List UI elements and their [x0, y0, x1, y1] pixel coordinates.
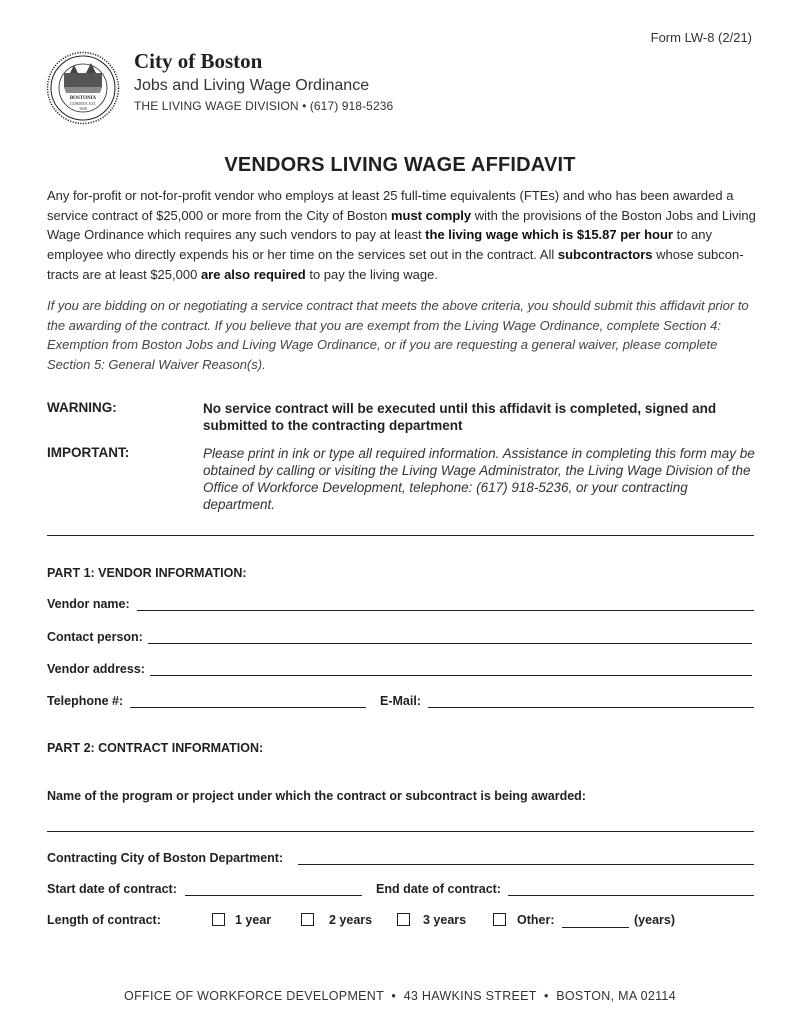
- seal-text-bostonia: BOSTONIA: [69, 96, 97, 101]
- intro-emphasis: are also required: [200, 266, 306, 282]
- part1-heading: PART 1: VENDOR INFORMATION:: [47, 566, 247, 580]
- contact-person-field[interactable]: [148, 643, 752, 644]
- length-2years-checkbox[interactable]: [301, 913, 314, 926]
- department-label: Contracting City of Boston Department:: [47, 851, 284, 865]
- length-other-label: Other:: [517, 913, 555, 927]
- email-label: E-Mail:: [380, 694, 421, 708]
- instruction-paragraph: If you are bidding on or negotiating a service contract that meets the above criteria, you should submit this affidavit prior to the awarding of the contract. If you believe that you are exempt from the Living Wage Ordinance, complete Section 4: Exemption from Boston Jobs and Living Wage Ordinance, or if you are requesting a general waiver, please complete Section 5: General Waiver Reason(s).: [47, 298, 749, 373]
- vendor-address-field[interactable]: [150, 675, 752, 676]
- length-3years-checkbox[interactable]: [397, 913, 410, 926]
- warning-label: WARNING:: [47, 400, 117, 415]
- intro-emphasis: the living wage which is $15.87 per hour: [425, 227, 673, 243]
- years-suffix: (years): [634, 913, 675, 927]
- vendor-address-label: Vendor address:: [47, 662, 145, 676]
- length-3years-label: 3 years: [423, 913, 467, 927]
- form-id: Form LW-8 (2/21): [650, 30, 752, 45]
- seal-text-condita: CONDITA A.D.: [69, 101, 97, 106]
- program-name-field[interactable]: [47, 831, 754, 832]
- length-other-checkbox[interactable]: [493, 913, 506, 926]
- important-text: Please print in ink or type all required information. Assistance in completing this form may be obtained by calling or visiting the Living Wage Administrator, the Living Wage Division of the Office of Workforce Development, telephone: (617) 918-5236, or your contracting department.: [203, 446, 755, 512]
- intro-text: to any employee who directly expends his or her time on the services set out in the contract. All: [47, 227, 712, 263]
- length-1year-label: 1 year: [235, 913, 272, 927]
- end-date-label: End date of contract:: [376, 882, 502, 896]
- end-date-field[interactable]: [508, 895, 754, 896]
- warning-text: No service contract will be executed until this affidavit is completed, signed and submitted to the contracting department: [203, 401, 717, 433]
- city-name: City of Boston: [134, 49, 263, 73]
- intro-emphasis: must comply: [390, 207, 472, 223]
- vendor-name-field[interactable]: [137, 610, 754, 611]
- division-contact: THE LIVING WAGE DIVISION • (617) 918-5236: [134, 99, 394, 113]
- seal-text-year: 1630: [79, 106, 87, 111]
- intro-text: to pay the living wage.: [305, 266, 438, 282]
- footer-address: OFFICE OF WORKFORCE DEVELOPMENT • 43 HAWKINS STREET • BOSTON, MA 02114: [124, 989, 676, 1003]
- length-other-field[interactable]: [562, 927, 629, 928]
- intro-emphasis: subcontractors: [557, 247, 653, 263]
- important-label: IMPORTANT:: [47, 445, 130, 460]
- intro-text: with the provisions of the Boston Jobs and Living Wage Ordinance which requires any such vendors to pay at least: [47, 207, 756, 243]
- department-field[interactable]: [298, 864, 754, 865]
- page-title: VENDORS LIVING WAGE AFFIDAVIT: [224, 154, 576, 176]
- intro-paragraph: [47, 186, 759, 285]
- ordinance-subtitle: Jobs and Living Wage Ordinance: [134, 77, 370, 94]
- part2-heading: PART 2: CONTRACT INFORMATION:: [47, 741, 264, 755]
- section-divider: [47, 535, 754, 536]
- program-name-label: Name of the program or project under which the contract or subcontract is being awarded:: [47, 789, 586, 803]
- telephone-label: Telephone #:: [47, 694, 124, 708]
- vendor-name-label: Vendor name:: [47, 597, 130, 611]
- length-1year-checkbox[interactable]: [212, 913, 225, 926]
- intro-text: whose subcon-tracts are at least $25,000: [47, 247, 744, 282]
- start-date-field[interactable]: [185, 895, 362, 896]
- length-label: Length of contract:: [47, 913, 161, 927]
- contact-person-label: Contact person:: [47, 630, 143, 644]
- city-seal-icon: [46, 51, 120, 125]
- start-date-label: Start date of contract:: [47, 882, 177, 896]
- telephone-field[interactable]: [130, 707, 366, 708]
- intro-text: Any for-profit or not-for-profit vendor who employs at least 25 full-time equivalents (FTEs) and who has been awarded a service contract of $25,000 or more from the City of Boston: [47, 188, 734, 223]
- email-field[interactable]: [428, 707, 754, 708]
- length-2years-label: 2 years: [329, 913, 373, 927]
